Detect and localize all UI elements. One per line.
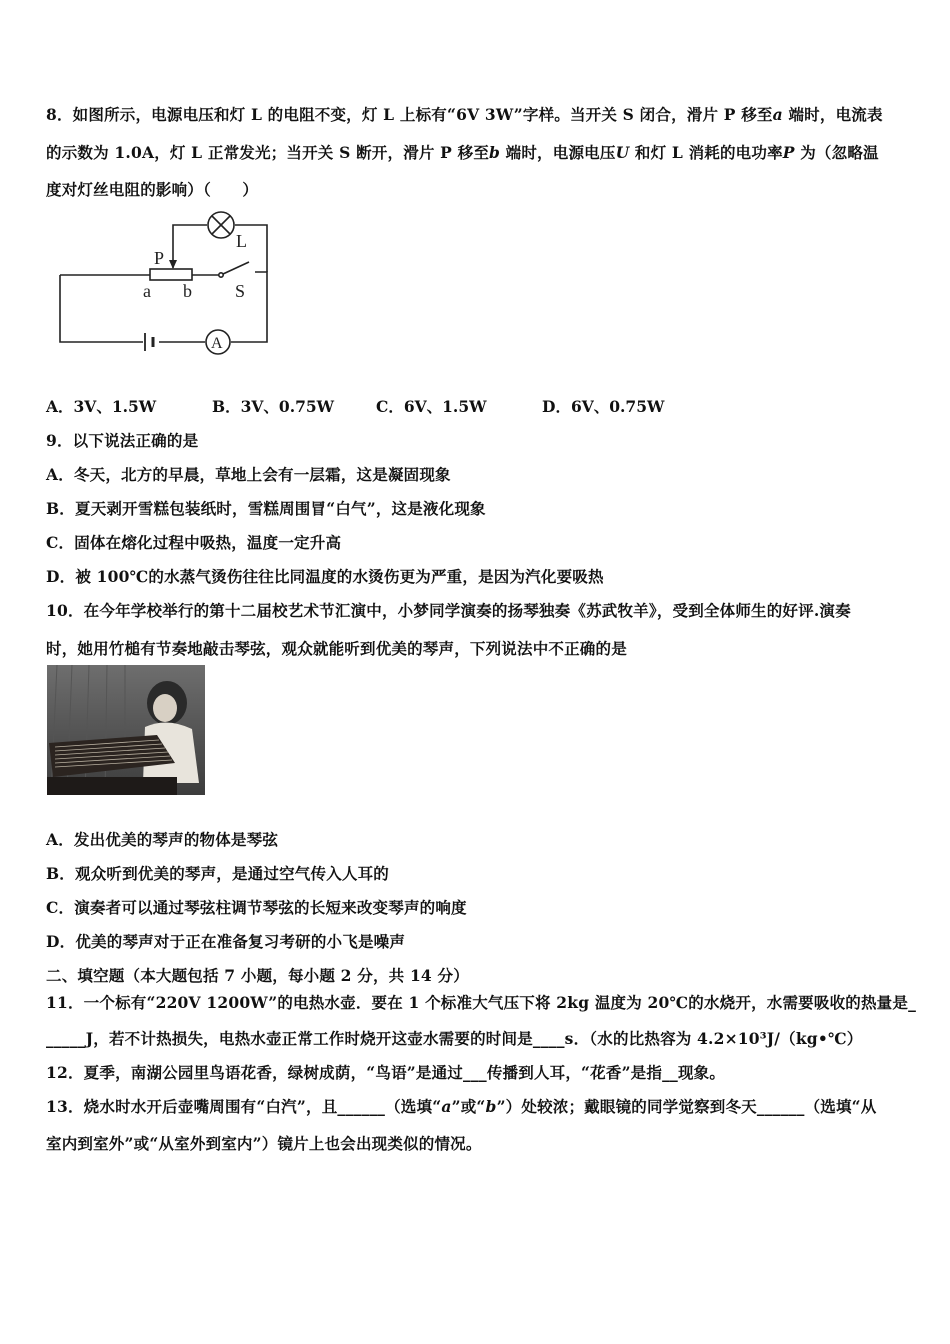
q13-text: 13．烧水时水开后壶嘴周围有“白汽”，且______（选填“ (46, 1097, 442, 1116)
q13-line-2: 室内到室外”或“从室外到室内”）镜片上也会出现类似的情况。 (46, 1134, 482, 1153)
q8-line-1 (46, 103, 883, 125)
slider-arrow-icon (169, 260, 177, 269)
q10-line-1: 10．在今年学校举行的第十二届校艺术节汇演中，小梦同学演奏的扬琴独奏《苏武牧羊》，受到全体师生的好评.演奏 (46, 601, 851, 620)
q8-text: 端时，电流表 (782, 105, 883, 124)
performer-face (153, 694, 177, 722)
terminal-a-label: a (143, 281, 151, 301)
q13-var-b: b (485, 1097, 497, 1116)
rheostat (150, 269, 192, 280)
q9-option-c: C．固体在熔化过程中吸热，温度一定升高 (46, 533, 342, 552)
q10-line-2: 时，她用竹槌有节奏地敲击琴弦，观众就能听到优美的琴声，下列说法中不正确的是 (46, 639, 627, 658)
q8-text: 8．如图所示，电源电压和灯 L 的电阻不变，灯 L 上标有“6V 3W”字样。当开关 S 闭合，滑片 P 移至 (46, 105, 773, 124)
switch-blade (223, 262, 249, 274)
q8-option-b: B．3V、0.75W (212, 397, 335, 416)
q8-var-u: U (615, 143, 630, 162)
switch-label: S (235, 281, 246, 301)
q11-line-2: _____J，若不计热损失，电热水壶正常工作时烧开这壶水需要的时间是____s．（水的比热容为 4.2×10³J/（kg•℃） (46, 1029, 863, 1048)
q10-option-d: D．优美的琴声对于正在准备复习考研的小飞是噪声 (46, 932, 406, 951)
q8-text: 为（忽略温 (794, 143, 879, 162)
q8-option-d: D．6V、0.75W (542, 397, 665, 416)
slider-label: P (154, 248, 165, 268)
switch-contact (219, 273, 223, 277)
q8-var-p: P (782, 143, 795, 162)
circuit-wire (60, 275, 143, 342)
q13-line-1 (46, 1095, 877, 1117)
slider-wire (173, 225, 207, 268)
q8-text: 端时，电源电压 (500, 143, 616, 162)
q10-option-a: A．发出优美的琴声的物体是琴弦 (46, 830, 279, 849)
q13-var-a: a (441, 1097, 452, 1116)
ammeter-label: A (211, 335, 223, 352)
dulcimer-performance-photo (47, 665, 205, 795)
q10-option-c: C．演奏者可以通过琴弦柱调节琴弦的长短来改变琴声的响度 (46, 898, 467, 917)
q12-line-1: 12．夏季，南湖公园里鸟语花香，绿树成荫，“鸟语”是通过___传播到人耳，“花香”是指__现象。 (46, 1063, 726, 1082)
lamp-label: L (236, 231, 247, 251)
q9-option-d: D．被 100℃的水蒸气烫伤往往比同温度的水烫伤更为严重，是因为汽化要吸热 (46, 567, 604, 586)
q8-var-a: a (772, 105, 783, 124)
q9-option-a: A．冬天，北方的早晨，草地上会有一层霜，这是凝固现象 (46, 465, 451, 484)
q8-option-c: C．6V、1.5W (376, 397, 487, 416)
circuit-diagram (55, 205, 280, 365)
q13-text: ”或“ (451, 1097, 486, 1116)
q8-option-a: A．3V、1.5W (46, 397, 157, 416)
terminal-b-label: b (183, 281, 192, 301)
q8-var-b: b (489, 143, 501, 162)
q9-option-b: B．夏天剥开雪糕包装纸时，雪糕周围冒“白气”，这是液化现象 (46, 499, 486, 518)
q9-stem: 9．以下说法正确的是 (46, 431, 199, 450)
q13-text: ”）处较浓；戴眼镜的同学觉察到冬天______（选填“从 (496, 1097, 877, 1116)
q8-text: 和灯 L 消耗的电功率 (629, 143, 783, 162)
q11-line-1: 11．一个标有“220V 1200W”的电热水壶．要在 1 个标准大气压下将 2kg 温度为 20℃的水烧开，水需要吸收的热量是_ (46, 993, 917, 1012)
q8-line-3: 度对灯丝电阻的影响）（ ） (46, 180, 259, 199)
section-2-title: 二、填空题（本大题包括 7 小题，每小题 2 分，共 14 分） (46, 966, 469, 985)
q8-line-2 (46, 141, 879, 163)
q8-text: 的示数为 1.0A，灯 L 正常发光；当开关 S 断开，滑片 P 移至 (46, 143, 490, 162)
q10-option-b: B．观众听到优美的琴声，是通过空气传入人耳的 (46, 864, 390, 883)
